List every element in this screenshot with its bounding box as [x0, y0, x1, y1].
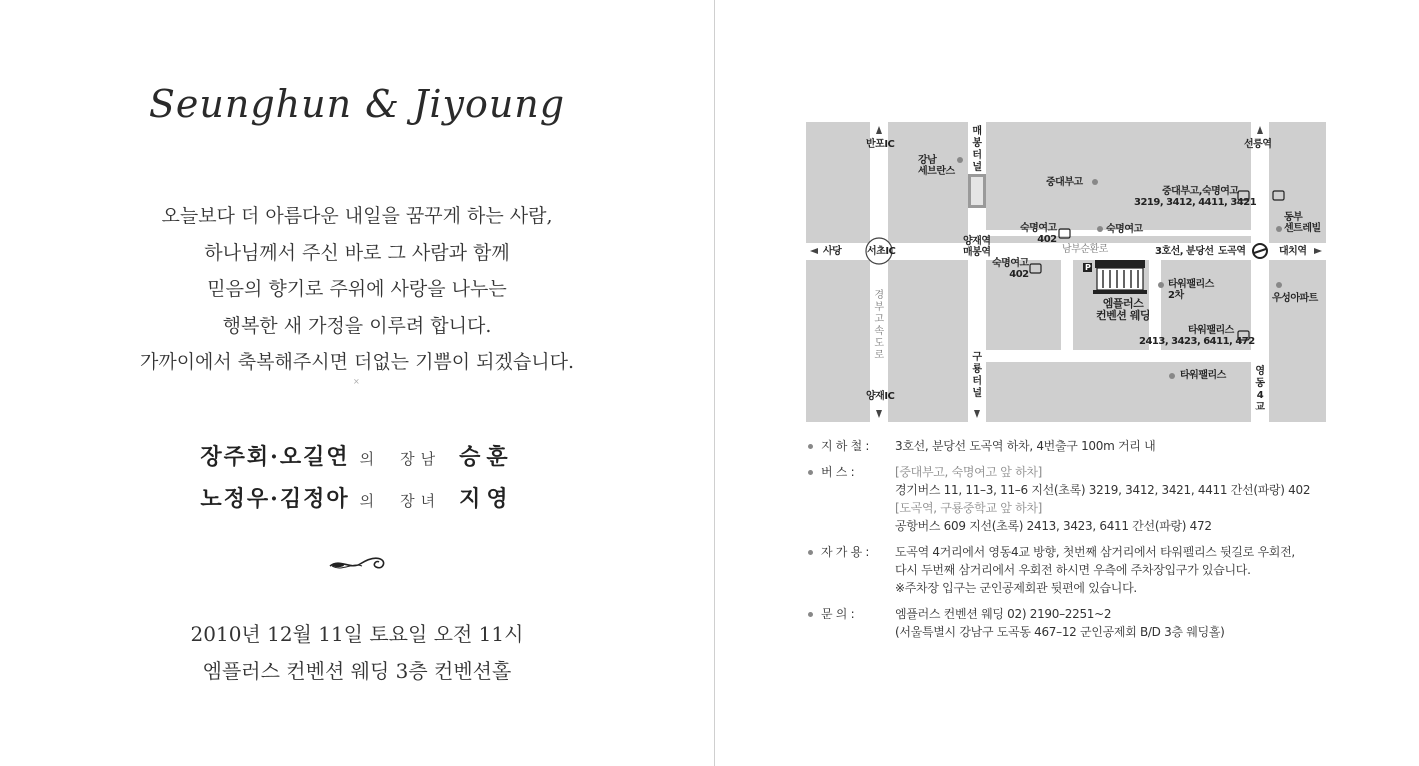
contact-line: (서울특별시 강남구 도곡동 467–12 군인공제회 B/D 3층 웨딩홀): [895, 625, 1225, 639]
wedding-date: 2010년 12월 11일 토요일 오전 11시: [190, 622, 524, 646]
bullet-icon: [808, 612, 813, 617]
map-label-bus-stop-north: 중대부고,숙명여고: [1162, 186, 1239, 197]
directions-contact: [808, 605, 1408, 641]
flourish-ornament-icon: [326, 548, 388, 576]
poem-line: 행복한 새 가정을 이루려 합니다.: [222, 314, 492, 337]
map-roads: [806, 122, 1326, 422]
poem-line: 하나님께서 주신 바로 그 사람과 함께: [204, 241, 510, 264]
map-label-sookmyung-bus2: 숙명여고 402: [992, 258, 1029, 280]
map-label-maebong-tunnel: 매 봉 터 널: [972, 126, 982, 173]
invitation-poem: [0, 198, 714, 381]
map-label-sookmyung-girls: 숙명여고: [1106, 224, 1143, 235]
map-label-tower-palace: 타워팰리스: [1180, 370, 1226, 381]
bride-parents: 노정우·김정아: [200, 486, 350, 512]
poem-line: 믿음의 향기로 주위에 사랑을 나누는: [207, 278, 507, 300]
map-label-guryong-tunnel: 구 룡 터 널: [972, 352, 982, 399]
bus-routes-line: 공항버스 609 지선(초록) 2413, 3423, 6411 간선(파랑) 472: [895, 519, 1212, 533]
map-label-yangjae-maebong: 양재역 매봉역: [963, 236, 991, 258]
map-label-seocho-ic: 서초IC: [867, 246, 896, 257]
bullet-icon: [808, 550, 813, 555]
bride-relation: 장녀: [400, 492, 442, 510]
parking-icon: P: [1085, 263, 1091, 272]
invitation-right-page: [715, 0, 1419, 766]
car-line: 도곡역 4거리에서 영동4교 방향, 첫번째 삼거리에서 타워펠리스 뒷길로 우회전,: [895, 545, 1295, 559]
car-label: 자 가 용 :: [821, 545, 870, 559]
car-line: ※주차장 입구는 군인공제회관 뒷편에 있습니다.: [895, 581, 1137, 595]
bus-stop-note: [중대부고, 숙명여고 앞 하차]: [895, 465, 1043, 479]
couple-title: Seunghun & Jiyoung: [148, 82, 566, 126]
subway-label: 지 하 철 :: [821, 439, 870, 453]
map-label-yeongdong-bridge: 영 동 4 교: [1255, 366, 1265, 413]
bus-routes-line: 경기버스 11, 11–3, 11–6 지선(초록) 3219, 3412, 3421, 4411 간선(파랑) 402: [895, 483, 1311, 497]
groom-parents: 장주회·오길연: [200, 444, 350, 470]
map-label-sookmyung-bus: 숙명여고 402: [1020, 223, 1057, 245]
poem-line: 오늘보다 더 아름다운 내일을 꿈꾸게 하는 사람,: [161, 205, 553, 227]
map-label-tower-palace-2: 타워팰리스 2차: [1168, 279, 1214, 301]
wedding-venue: 엠플러스 컨벤션 웨딩 3층 컨벤션홀: [202, 659, 512, 683]
map-label-sadang: 사당: [823, 246, 842, 257]
map-label-seolleung: 선릉역: [1244, 139, 1272, 150]
car-line: 다시 두번째 삼거리에서 우회전 하시면 우측에 주차장입구가 있습니다.: [895, 563, 1251, 577]
groom-relation: 장남: [400, 450, 442, 468]
bride-name: 지영: [459, 486, 514, 512]
map-label-yangjae-ic: 양재IC: [866, 391, 895, 402]
map-label-line3: 3호선, 분당선: [1155, 246, 1214, 257]
map-label-tower-bus-routes: 2413, 3423, 6411, 472: [1139, 336, 1255, 347]
map-label-daechi: 대치역: [1279, 246, 1307, 257]
location-map: [806, 122, 1326, 422]
map-label-nambusunhwan: 남부순환로: [1062, 244, 1108, 255]
bride-line: [0, 482, 714, 513]
groom-of: 의: [359, 450, 381, 468]
groom-line: [0, 440, 714, 471]
contact-line: 엠플러스 컨벤션 웨딩 02) 2190–2251~2: [895, 607, 1112, 621]
bullet-icon: [808, 470, 813, 475]
map-label-dogok: 도곡역: [1218, 246, 1246, 257]
directions-subway: [808, 437, 1408, 455]
map-label-woosung: 우성아파트: [1272, 293, 1318, 304]
bullet-icon: [808, 444, 813, 449]
map-label-gyeongbu: 경 부 고 속 도 로: [874, 290, 884, 361]
map-label-jungdae-bugo: 중대부고: [1046, 177, 1083, 188]
bus-stop-note: [도곡역, 구룡중학교 앞 하차]: [895, 501, 1043, 515]
directions-bus: [808, 463, 1408, 535]
poem-line: 가까이에서 축복해주시면 더없는 기쁨이 되겠습니다.: [140, 351, 574, 373]
map-label-mplus: 엠플러스 컨벤션 웨딩: [1096, 297, 1150, 322]
subway-line: 3호선, 분당선 도곡역 하차, 4번출구 100m 거리 내: [895, 439, 1156, 453]
small-mark: ×: [353, 377, 360, 386]
bride-of: 의: [359, 492, 381, 510]
contact-label: 문 의 :: [821, 607, 855, 621]
map-label-bus-north-routes: 3219, 3412, 4411, 3421: [1134, 197, 1257, 208]
directions-car: [808, 543, 1408, 597]
directions-list: [808, 437, 1408, 641]
map-label-tower-palace-bus: 타워팰리스: [1188, 325, 1234, 336]
groom-name: 승훈: [459, 444, 514, 470]
map-label-gangnam-severance: 강남 세브란스: [918, 155, 955, 177]
map-label-banpo-ic: 반포IC: [866, 139, 895, 150]
bus-label: 버 스 :: [821, 465, 855, 479]
map-label-dongbu: 동부 센트레빌: [1284, 212, 1321, 234]
